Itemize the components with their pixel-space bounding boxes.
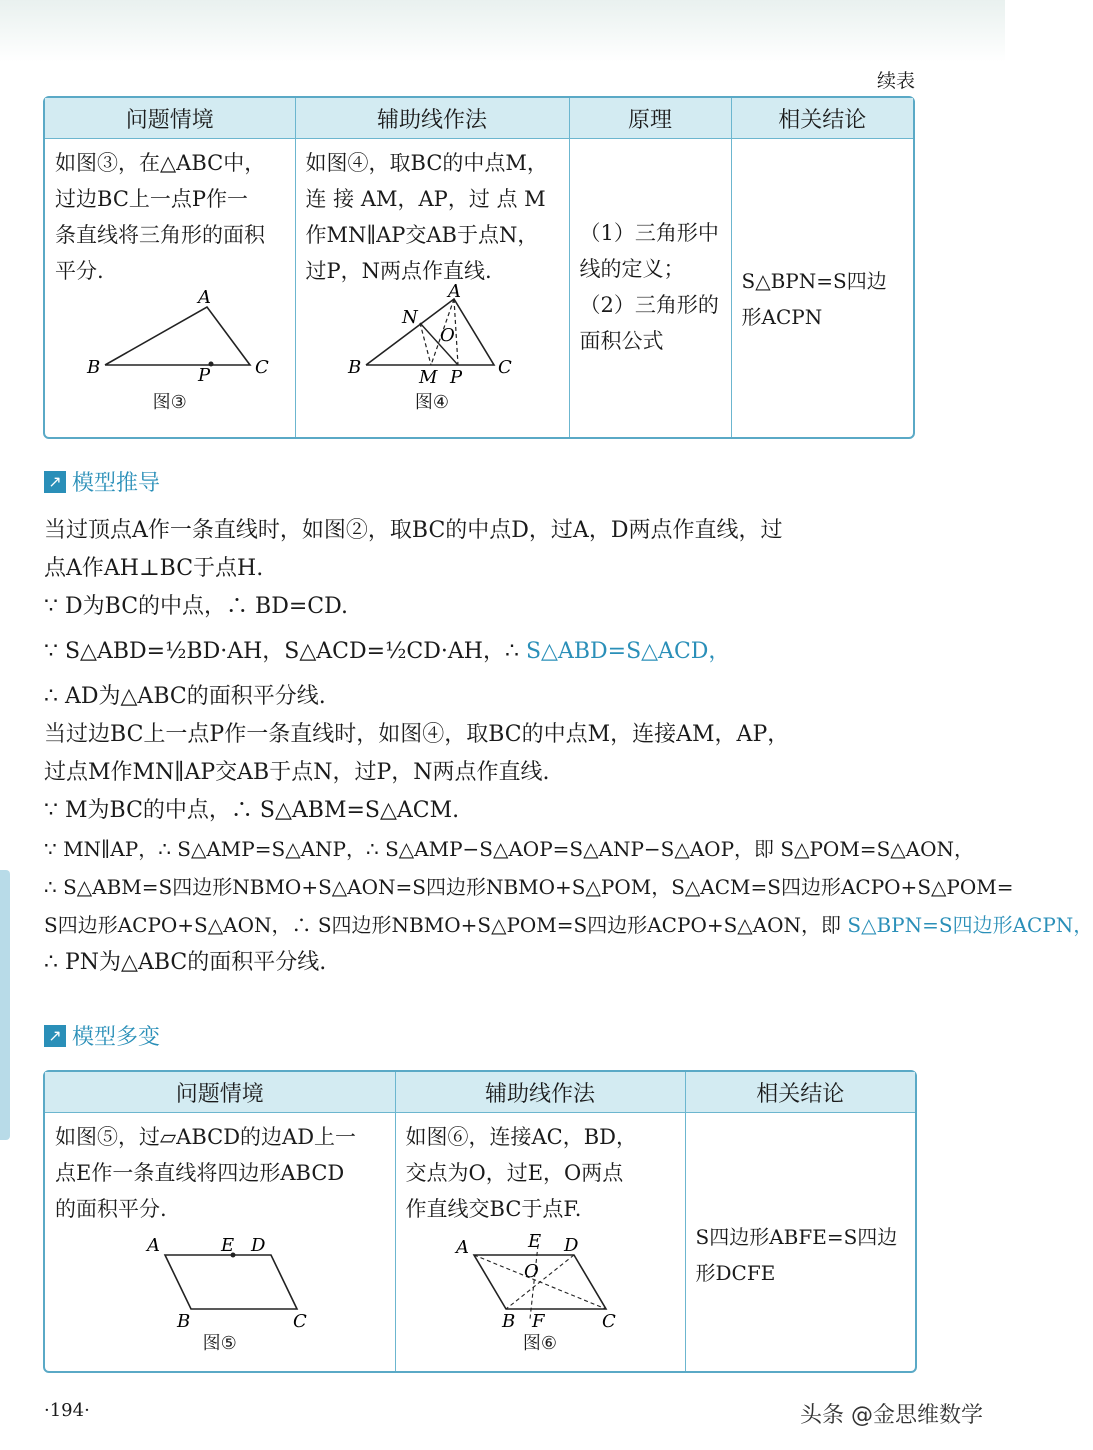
figure-5-caption: 图⑤: [202, 1333, 237, 1354]
derivation-line: 当过边BC上一点P作一条直线时，如图④，取BC的中点M，连接AM，AP，: [44, 722, 790, 747]
method-line: 作MN∥AP交AB于点N，: [305, 223, 539, 247]
section-title: 模型多变: [72, 1025, 161, 1050]
table2-header: 问题情境: [45, 1072, 395, 1113]
label-P: P: [449, 367, 462, 388]
page-number: ·194·: [44, 1400, 90, 1421]
label-M: M: [418, 367, 437, 388]
conclusion-cell: [685, 1113, 915, 1371]
label-A: A: [455, 1237, 469, 1258]
situation-line: 如图⑤，过▱ABCD的边AD上一: [55, 1125, 357, 1149]
label-O: O: [439, 325, 455, 346]
derivation-line: [44, 906, 1093, 944]
derivation-line: ∵ MN∥AP，∴ S△AMP=S△ANP，∴ S△AMP−S△AOP=S△ANP−S△AOP，即 S△POM=S△AON，: [44, 837, 974, 861]
section-model-derivation: [44, 466, 160, 497]
method-cell: [295, 139, 569, 437]
label-P: P: [198, 365, 211, 386]
figure-3-caption: 图③: [152, 392, 187, 413]
principle-line: （1）三角形中: [579, 221, 719, 245]
derivation-highlight: S△ABD=S△ACD，: [525, 639, 731, 664]
method-line: 作直线交BC于点F.: [405, 1197, 582, 1221]
situation-line: 平分.: [55, 259, 104, 283]
table1-header: 原理: [569, 98, 731, 139]
derivation-line: [44, 626, 924, 678]
figure-6: [446, 1231, 646, 1332]
derivation-highlight: S△BPN=S四边形ACPN，: [847, 913, 1093, 937]
label-D: D: [563, 1235, 578, 1256]
label-B: B: [501, 1311, 515, 1332]
top-band: [0, 0, 1005, 62]
figure-4: [336, 281, 546, 389]
label-O: O: [523, 1261, 539, 1282]
label-E: E: [527, 1231, 541, 1252]
table1-header: 相关结论: [731, 98, 913, 139]
situation-cell: [45, 1113, 395, 1371]
conclusion-text: S△BPN=S四边形ACPN: [741, 269, 887, 329]
derivation-line: ∴ PN为△ABC的面积平分线.: [44, 950, 327, 975]
method-cell: [395, 1113, 685, 1371]
method-line: 过P，N两点作直线.: [305, 259, 492, 283]
figure-6-caption: 图⑥: [522, 1333, 558, 1354]
label-C: C: [497, 357, 512, 378]
derivation-line: 当过顶点A作一条直线时，如图②，取BC的中点D，过A，D两点作直线，过: [44, 518, 783, 543]
label-A: A: [447, 281, 461, 302]
table1-header: 辅助线作法: [295, 98, 569, 139]
table1-row: [45, 139, 913, 437]
table2-row: [45, 1113, 915, 1371]
derivation-line: ∵ M为BC的中点，∴ S△ABM=S△ACM.: [44, 798, 460, 823]
situation-line: 点E作一条直线将四边形ABCD: [55, 1161, 345, 1185]
label-B: B: [177, 1311, 191, 1332]
derivation-line: ∵ D为BC的中点，∴ BD=CD.: [44, 594, 348, 619]
situation-line: 过边BC上一点P作一: [55, 187, 249, 211]
arrow-icon: ↗: [44, 471, 66, 493]
principle-line: 线的定义；: [579, 257, 685, 281]
table1-header-row: [45, 98, 913, 139]
method-line: 连 接 AM，AP，过 点 M: [305, 187, 546, 211]
label-A: A: [198, 287, 211, 308]
situation-line: 如图③，在△ABC中，: [55, 151, 266, 175]
derivation-line: ∴ AD为△ABC的面积平分线.: [44, 684, 326, 709]
continued-label: 续表: [876, 70, 915, 92]
derivation-part: S四边形ACPO+S△AON，∴ S四边形NBMO+S△POM=S四边形ACPO+S△AON，即: [44, 913, 848, 937]
situation-line: 条直线将三角形的面积: [55, 223, 265, 247]
label-B: B: [87, 357, 101, 378]
watermark: 头条 @金思维数学: [800, 1403, 983, 1428]
conclusion-cell: [731, 139, 913, 437]
method-line: 交点为O，过E，O两点: [405, 1161, 624, 1185]
figure-4-caption: 图④: [414, 392, 450, 413]
label-B: B: [347, 357, 361, 378]
conclusion-text: S四边形ABFE=S四边形DCFE: [695, 1225, 898, 1285]
figure-5: [137, 1235, 337, 1330]
label-N: N: [401, 307, 418, 328]
label-E: E: [221, 1235, 235, 1256]
label-C: C: [255, 357, 269, 378]
table2-header: 辅助线作法: [395, 1072, 685, 1113]
section-model-variation: [44, 1020, 160, 1051]
label-C: C: [601, 1311, 616, 1332]
label-C: C: [293, 1311, 307, 1332]
table2-header: 相关结论: [685, 1072, 915, 1113]
label-A: A: [147, 1235, 160, 1256]
figure-3: [75, 289, 275, 389]
principle-cell: [569, 139, 731, 437]
derivation-text: [44, 512, 1093, 982]
principle-line: 面积公式: [579, 329, 664, 353]
table2-header-row: [45, 1072, 915, 1113]
arrow-icon: ↗: [44, 1025, 66, 1047]
situation-line: 的面积平分.: [55, 1197, 167, 1221]
table2: [45, 1072, 915, 1371]
method-line: 如图④，取BC的中点M，: [305, 151, 548, 175]
method-line: 如图⑥，连接AC，BD，: [405, 1125, 638, 1149]
section-title: 模型推导: [72, 471, 161, 496]
side-tab: [0, 870, 10, 1140]
derivation-line: ∴ S△ABM=S四边形NBMO+S△AON=S四边形NBMO+S△POM，S△ACM=S四边形ACPO+S△POM=: [44, 875, 1014, 899]
situation-cell: [45, 139, 295, 437]
principle-line: （2）三角形的: [579, 293, 719, 317]
derivation-line: 点A作AH⊥BC于点H.: [44, 556, 264, 581]
derivation-line: 过点M作MN∥AP交AB于点N，过P，N两点作直线.: [44, 760, 550, 785]
table1-header: 问题情境: [45, 98, 295, 139]
label-F: F: [531, 1311, 544, 1332]
derivation-part: ∵ S△ABD=½BD·AH，S△ACD=½CD·AH，∴: [44, 639, 526, 664]
table1: [45, 98, 913, 437]
label-D: D: [251, 1235, 266, 1256]
